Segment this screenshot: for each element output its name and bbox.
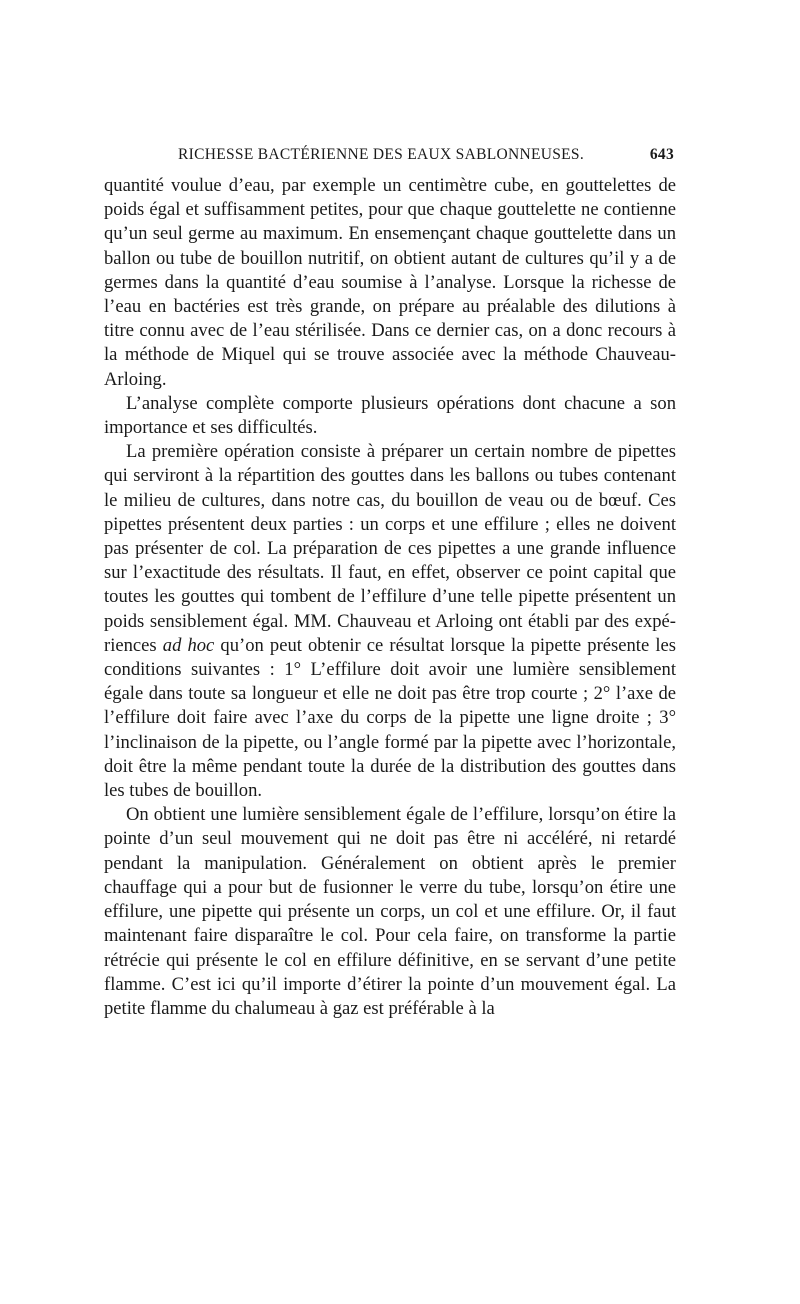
page-number: 643: [649, 146, 674, 163]
paragraph-3-start: La première opération consiste à préparer un certain nombre de pipettes qui serviront à la répartition des gouttes dans les ballons ou tubes contenant le milieu de cultures, dans notre cas, du bouillon de veau ou de bœuf. Ces pipettes présentent deux parties : un corps et une effilure ; elles ne doivent pas présenter de col. La préparation de ces pipettes a une grande influence sur l’exactitude des résultats. Il faut, en effet, observer ce point capital que toutes les gouttes qui tombent de l’effilure d’une telle pipette présentent un poids sensiblement égal. MM. Chauveau et Arloing ont établi par des expériences: [104, 441, 676, 656]
paragraph-3-end: qu’on peut obtenir ce résultat lorsque la pipette présente les conditions suivantes : 1° L’effilure doit avoir une lumière sensiblement égale dans toute sa longueur et elle ne doit pas être trop courte ; 2° l’axe de l’effilure doit faire avec l’axe du corps de la pipette une ligne droite ; 3° l’inclinaison de la pipette, ou l’angle formé par la pipette avec l’horizontale, doit être la même pendant toute la durée de la distribution des gouttes dans les tubes de bouillon.: [104, 634, 676, 802]
running-title: RICHESSE BACTÉRIENNE DES EAUX SABLONNEUSES.: [178, 146, 585, 163]
paragraph-2: L’analyse complète comporte plusieurs opérations dont chacune a son importance et ses difficultés.: [104, 392, 676, 439]
body-text: [104, 174, 676, 1021]
paragraph-4: On obtient une lumière sensiblement égale de l’effilure, lorsqu’on étire la pointe d’un seul mouvement qui ne doit pas être ni accéléré, ni retardé pendant la manipulation. Généralement on obtient après le premier chauffage qui a pour but de fusionner le verre du tube, lorsqu’on étire une effilure, une pipette qui présente un corps, un col et une effilure. Or, il faut maintenant faire disparaître le col. Pour cela faire, on transforme la partie rétrécie qui présente le col en effilure définitive, en se servant d’une petite flamme. C’est ici qu’il importe d’étirer la pointe d’un mouvement égal. La petite flamme du chalumeau à gaz est préférable à la: [104, 804, 676, 1019]
running-header: [104, 146, 676, 170]
italic-phrase: ad hoc: [162, 634, 215, 656]
book-page: [104, 146, 676, 1021]
paragraph-3: [104, 440, 676, 803]
paragraph-1: quantité voulue d’eau, par exemple un centimètre cube, en gouttelettes de poids égal et suffisamment petites, pour que chaque gouttelette ne contienne qu’un seul germe au maximum. En ensemençant chaque gouttelette dans un ballon ou tube de bouillon nutritif, on obtient autant de cultures qu’il y a de germes dans la quantité d’eau soumise à l’analyse. Lorsque la richesse de l’eau en bactéries est très grande, on prépare au préalable des dilutions à titre connu avec de l’eau stérilisée. Dans ce dernier cas, on a donc recours à la méthode de Miquel qui se trouve associée avec la méthode Chauveau-Arloing.: [104, 175, 676, 390]
